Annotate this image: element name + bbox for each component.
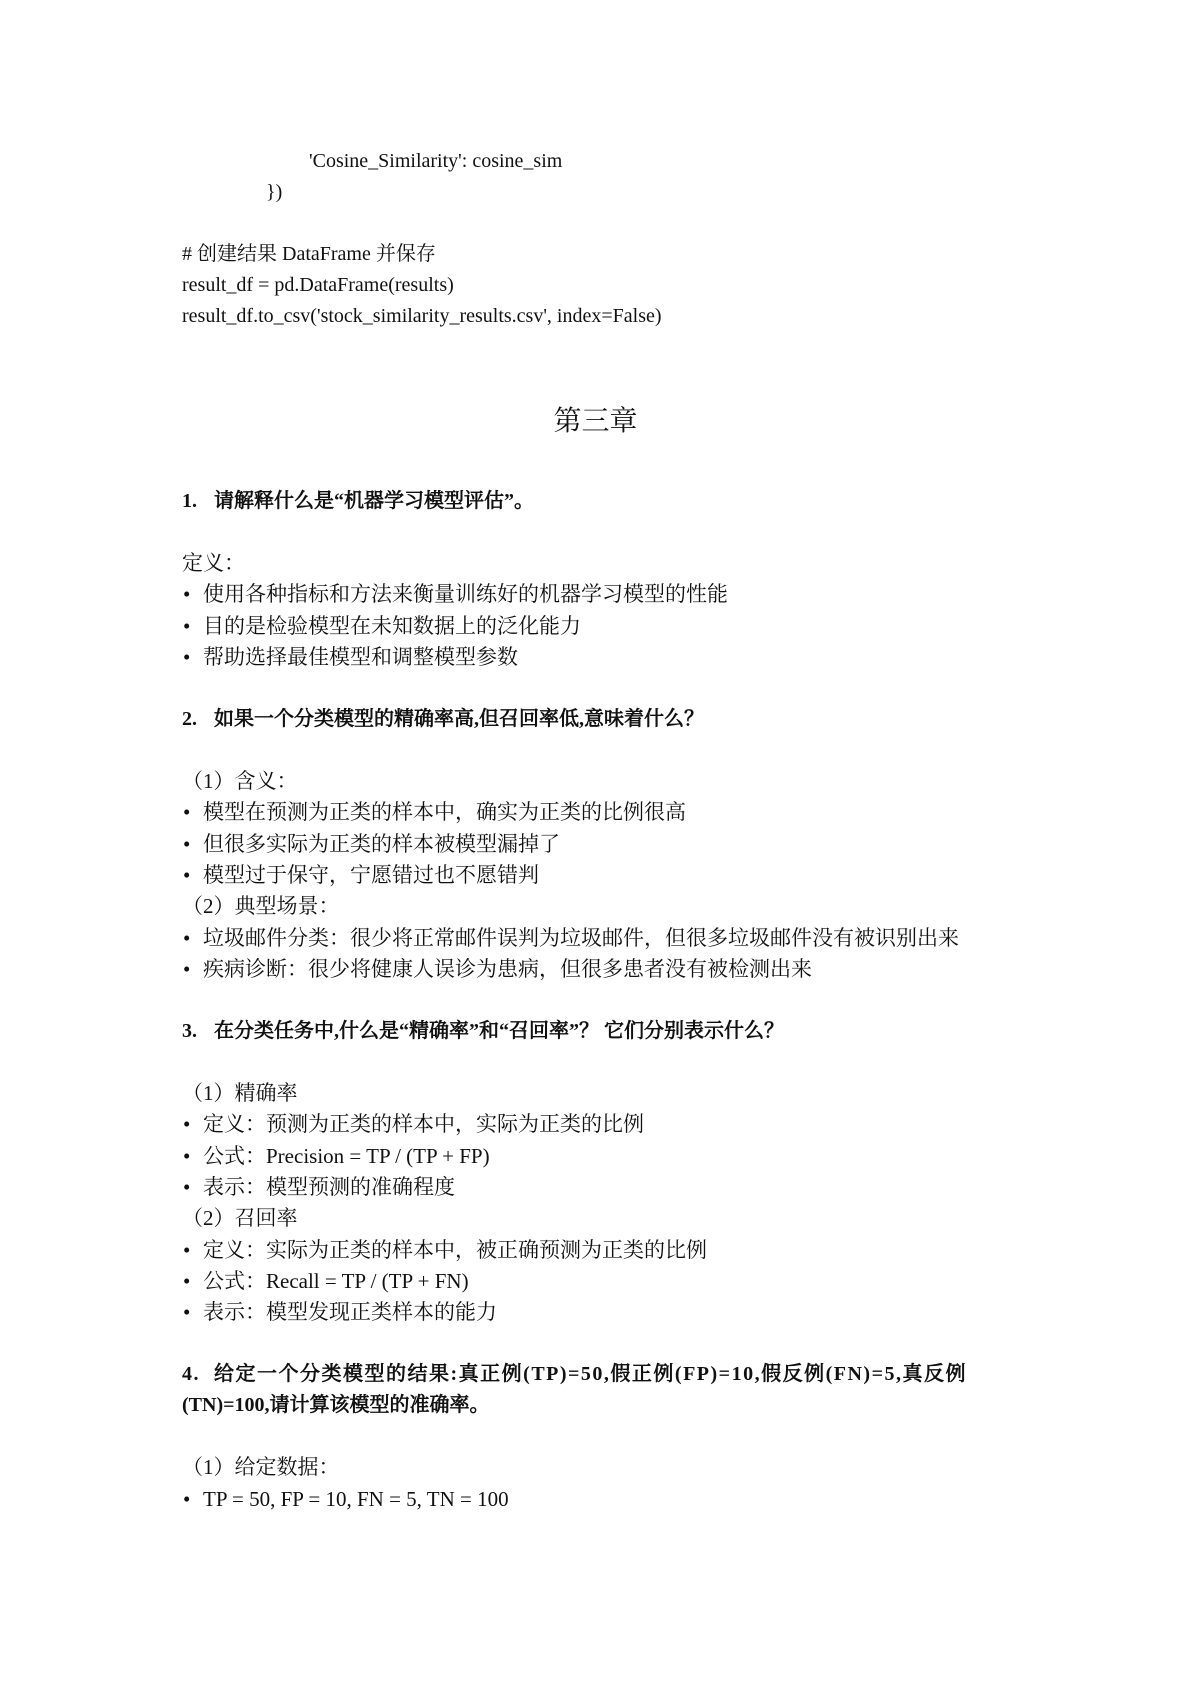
question-1-heading — [182, 486, 534, 516]
q3-bullet-1-1: • 定义：预测为正类的样本中，实际为正类的比例 — [183, 1110, 644, 1138]
question-4-heading-line-2: (TN)=100,请计算该模型的准确率。 — [182, 1394, 490, 1416]
q2-subheading-2: （2）典型场景： — [182, 894, 340, 918]
q2-bullet-1-3: • 模型过于保守，宁愿错过也不愿错判 — [183, 861, 539, 889]
question-3-heading — [182, 1016, 784, 1046]
code-line-result-df: result_df = pd.DataFrame(results) — [182, 274, 454, 296]
q3-bullet-2-1: • 定义：实际为正类的样本中，被正确预测为正类的比例 — [183, 1236, 707, 1264]
question-title: 在分类任务中,什么是“精确率”和“召回率”？ 它们分别表示什么？ — [214, 1020, 784, 1042]
question-number: 4. — [182, 1363, 200, 1385]
q2-subheading-1: （1）含义： — [182, 769, 298, 793]
q2-bullet-1-1: • 模型在预测为正类的样本中，确实为正类的比例很高 — [183, 798, 686, 826]
q3-subheading-2: （2）召回率 — [182, 1206, 298, 1230]
question-4-heading — [182, 1359, 1014, 1389]
code-line-cosine: 'Cosine_Similarity': cosine_sim — [309, 150, 563, 172]
q3-bullet-2-3: • 表示：模型发现正类样本的能力 — [183, 1298, 497, 1326]
q2-bullet-2-1: • 垃圾邮件分类：很少将正常邮件误判为垃圾邮件，但很多垃圾邮件没有被识别出来 — [183, 924, 959, 952]
q1-bullet-2: • 目的是检验模型在未知数据上的泛化能力 — [183, 612, 581, 640]
question-2-heading — [182, 704, 704, 734]
question-title: 如果一个分类模型的精确率高,但召回率低,意味着什么？ — [214, 708, 704, 730]
q2-bullet-2-2: • 疾病诊断：很少将健康人误诊为患病，但很多患者没有被检测出来 — [183, 955, 812, 983]
code-comment: # 创建结果 DataFrame 并保存 — [182, 243, 436, 265]
q4-bullet-1-1: • TP = 50, FP = 10, FN = 5, TN = 100 — [183, 1485, 509, 1513]
q1-definition-label: 定义： — [182, 551, 245, 575]
code-line-to-csv: result_df.to_csv('stock_similarity_results.csv', index=False) — [182, 305, 662, 327]
q3-bullet-1-2: • 公式：Precision = TP / (TP + FP) — [183, 1142, 490, 1170]
question-title-line-1: 给定一个分类模型的结果:真正例(TP)=50,假正例(FP)=10,假反例(FN)=5,真反例 — [214, 1363, 967, 1385]
q3-bullet-2-2: • 公式：Recall = TP / (TP + FN) — [183, 1267, 469, 1295]
code-line-close-brace: }) — [266, 181, 283, 203]
q4-subheading-1: （1）给定数据： — [182, 1455, 340, 1479]
question-title: 请解释什么是“机器学习模型评估”。 — [214, 490, 534, 512]
q3-bullet-1-3: • 表示：模型预测的准确程度 — [183, 1173, 455, 1201]
q3-subheading-1: （1）精确率 — [182, 1081, 298, 1105]
question-number: 2. — [182, 708, 197, 730]
q1-bullet-3: • 帮助选择最佳模型和调整模型参数 — [183, 643, 518, 671]
question-number: 3. — [182, 1020, 197, 1042]
q1-bullet-1: • 使用各种指标和方法来衡量训练好的机器学习模型的性能 — [183, 580, 728, 608]
q2-bullet-1-2: • 但很多实际为正类的样本被模型漏掉了 — [183, 830, 560, 858]
question-number: 1. — [182, 490, 197, 512]
chapter-title: 第三章 — [553, 406, 638, 437]
